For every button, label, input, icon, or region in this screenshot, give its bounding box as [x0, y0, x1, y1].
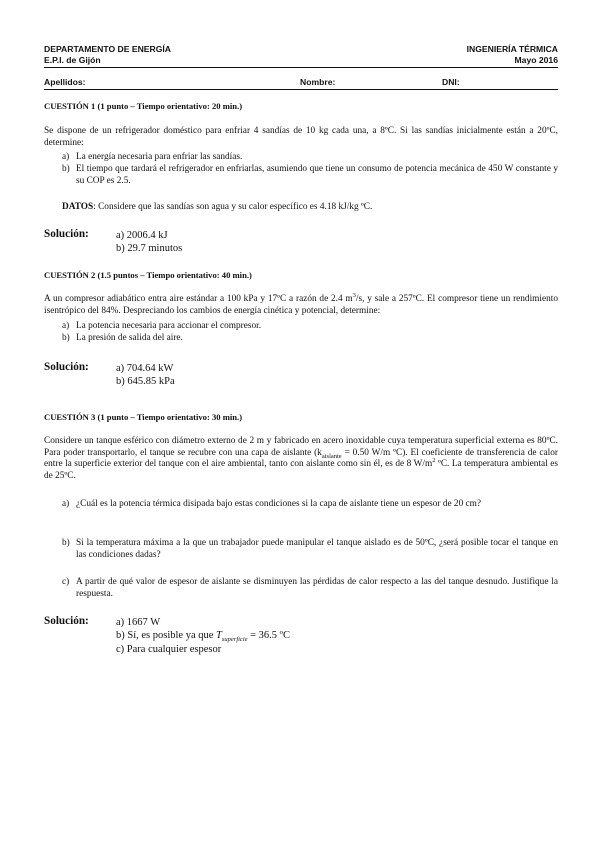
q3-intro-subscript: aislante — [321, 452, 342, 460]
q2-item-b-text: La presión de salida del aire. — [76, 333, 183, 343]
q2-item-b — [62, 333, 558, 345]
q1-solution-b: b) 29.7 minutos — [116, 243, 183, 254]
q2-solution-label: Solución: — [44, 361, 89, 373]
q1-datos-text: : Considere que las sandías son agua y su calor específico es 4.18 kJ/kg ºC. — [93, 202, 373, 212]
q1-item-a-mark: a) — [62, 152, 70, 162]
q3-item-b-mark: b) — [62, 538, 70, 548]
q3-intro — [44, 436, 558, 482]
q3-item-b-text: Si la temperatura máxima a la que un trabajador puede manipular el tanque aislado es de 50ºC, ¿será posible tocar el tanque en las condiciones dadas? — [76, 538, 558, 560]
q2-intro-superscript: 3 — [352, 291, 356, 299]
q3-intro-part1: Considere un tanque esférico con diámetro externo de 2 m y fabricado en acero inoxidable cuya temperatura superficial externa es 80ºC. Para poder transportarlo, el tanque se recubre con una capa de aislante (k — [44, 436, 558, 458]
q2-item-b-mark: b) — [62, 333, 70, 343]
school-name: E.P.I. de Gijón — [44, 55, 101, 65]
field-dni: DNI: — [442, 77, 460, 87]
q1-item-b-text: El tiempo que tardará el refrigerador en enfriarlas, asumiendo que tiene un consumo de potencia mecánica de 450 W constante y su COP es 2.5. — [76, 164, 558, 186]
q1-item-a — [62, 152, 558, 164]
q3-item-a — [62, 499, 558, 511]
q3-item-a-text: ¿Cuál es la potencia térmica disipada bajo estas condiciones si la capa de aislante tiene un espesor de 20 cm? — [76, 499, 482, 509]
q2-solution-b: b) 645.85 kPa — [116, 376, 175, 387]
q2-title: CUESTIÓN 2 (1.5 puntos – Tiempo orientativo: 40 min.) — [44, 270, 252, 280]
q3-solution-b-part2: = 36.5 ºC — [247, 630, 290, 641]
q1-title: CUESTIÓN 1 (1 punto – Tiempo orientativo: 20 min.) — [44, 101, 243, 111]
q3-solution-label: Solución: — [44, 615, 89, 627]
q2-intro — [44, 291, 558, 317]
q3-solution-b — [116, 629, 290, 642]
q3-intro-part2: = 0.50 W/m ºC). El coeficiente de transferencia de calor entre la superficie exterior del tanque con el aire ambiental, tanto con aislante como sin él, es de 8 W/m — [44, 447, 558, 470]
q3-solution-b-subscript: superficie — [221, 636, 248, 644]
q2-intro-part2: /s, y sale a 257ºC. El compresor tiene un rendimiento isentrópico del 84%. Despreciando los cambios de energía cinética y potencial, determine: — [44, 294, 558, 316]
q1-solution-label: Solución: — [44, 228, 89, 240]
q3-title: CUESTIÓN 3 (1 punto – Tiempo orientativo: 30 min.) — [44, 412, 243, 422]
department-name: DEPARTAMENTO DE ENERGÍA — [44, 44, 172, 54]
q2-item-a-text: La potencia necesaria para accionar el compresor. — [76, 321, 262, 331]
q3-item-c-mark: c) — [62, 577, 70, 587]
q3-item-c-text: A partir de qué valor de espesor de aislante se disminuyen las pérdidas de calor respecto a las del tanque desnudo. Justifique la respuesta. — [76, 577, 558, 599]
q3-item-c — [62, 577, 558, 600]
q3-intro-superscript: 2 — [432, 457, 436, 465]
q1-item-b — [62, 164, 558, 187]
field-apellidos: Apellidos: — [44, 77, 86, 87]
q3-solution-a: a) 1667 W — [116, 617, 161, 628]
q1-item-b-mark: b) — [62, 164, 70, 174]
q1-intro: Se dispone de un refrigerador doméstico para enfriar 4 sandías de 10 kg cada una, a 8ºC. Si las sandías inicialmente están a 20ºC, determine: — [44, 126, 558, 148]
q2-item-a — [62, 321, 558, 333]
q1-datos-label: DATOS — [62, 202, 94, 212]
field-nombre: Nombre: — [300, 77, 336, 87]
q2-item-a-mark: a) — [62, 321, 70, 331]
q3-item-b — [62, 538, 558, 561]
q3-intro-part3: ºC. La temperatura ambiental es de 25ºC. — [44, 459, 558, 481]
subject-name: INGENIERÍA TÉRMICA — [466, 44, 558, 54]
q3-item-a-mark: a) — [62, 499, 70, 509]
q1-solution-a: a) 2006.4 kJ — [116, 230, 168, 241]
q3-solution-c: c) Para cualquier espesor — [116, 644, 222, 655]
q2-intro-part1: A un compresor adiabático entra aire estándar a 100 kPa y 17ºC a razón de 2.4 m — [44, 294, 353, 304]
q3-solution-b-part1: b) Sí, es posible ya que — [116, 630, 217, 641]
q3-solution-b-symbol: T — [216, 630, 222, 641]
q1-item-a-text: La energía necesaria para enfriar las sandías. — [76, 152, 243, 162]
exam-date: Mayo 2016 — [514, 55, 558, 65]
header-rule-top — [44, 67, 558, 68]
q2-solution-a: a) 704.64 kW — [116, 363, 174, 374]
q1-datos — [62, 202, 558, 214]
header-rule-bottom — [44, 89, 558, 90]
